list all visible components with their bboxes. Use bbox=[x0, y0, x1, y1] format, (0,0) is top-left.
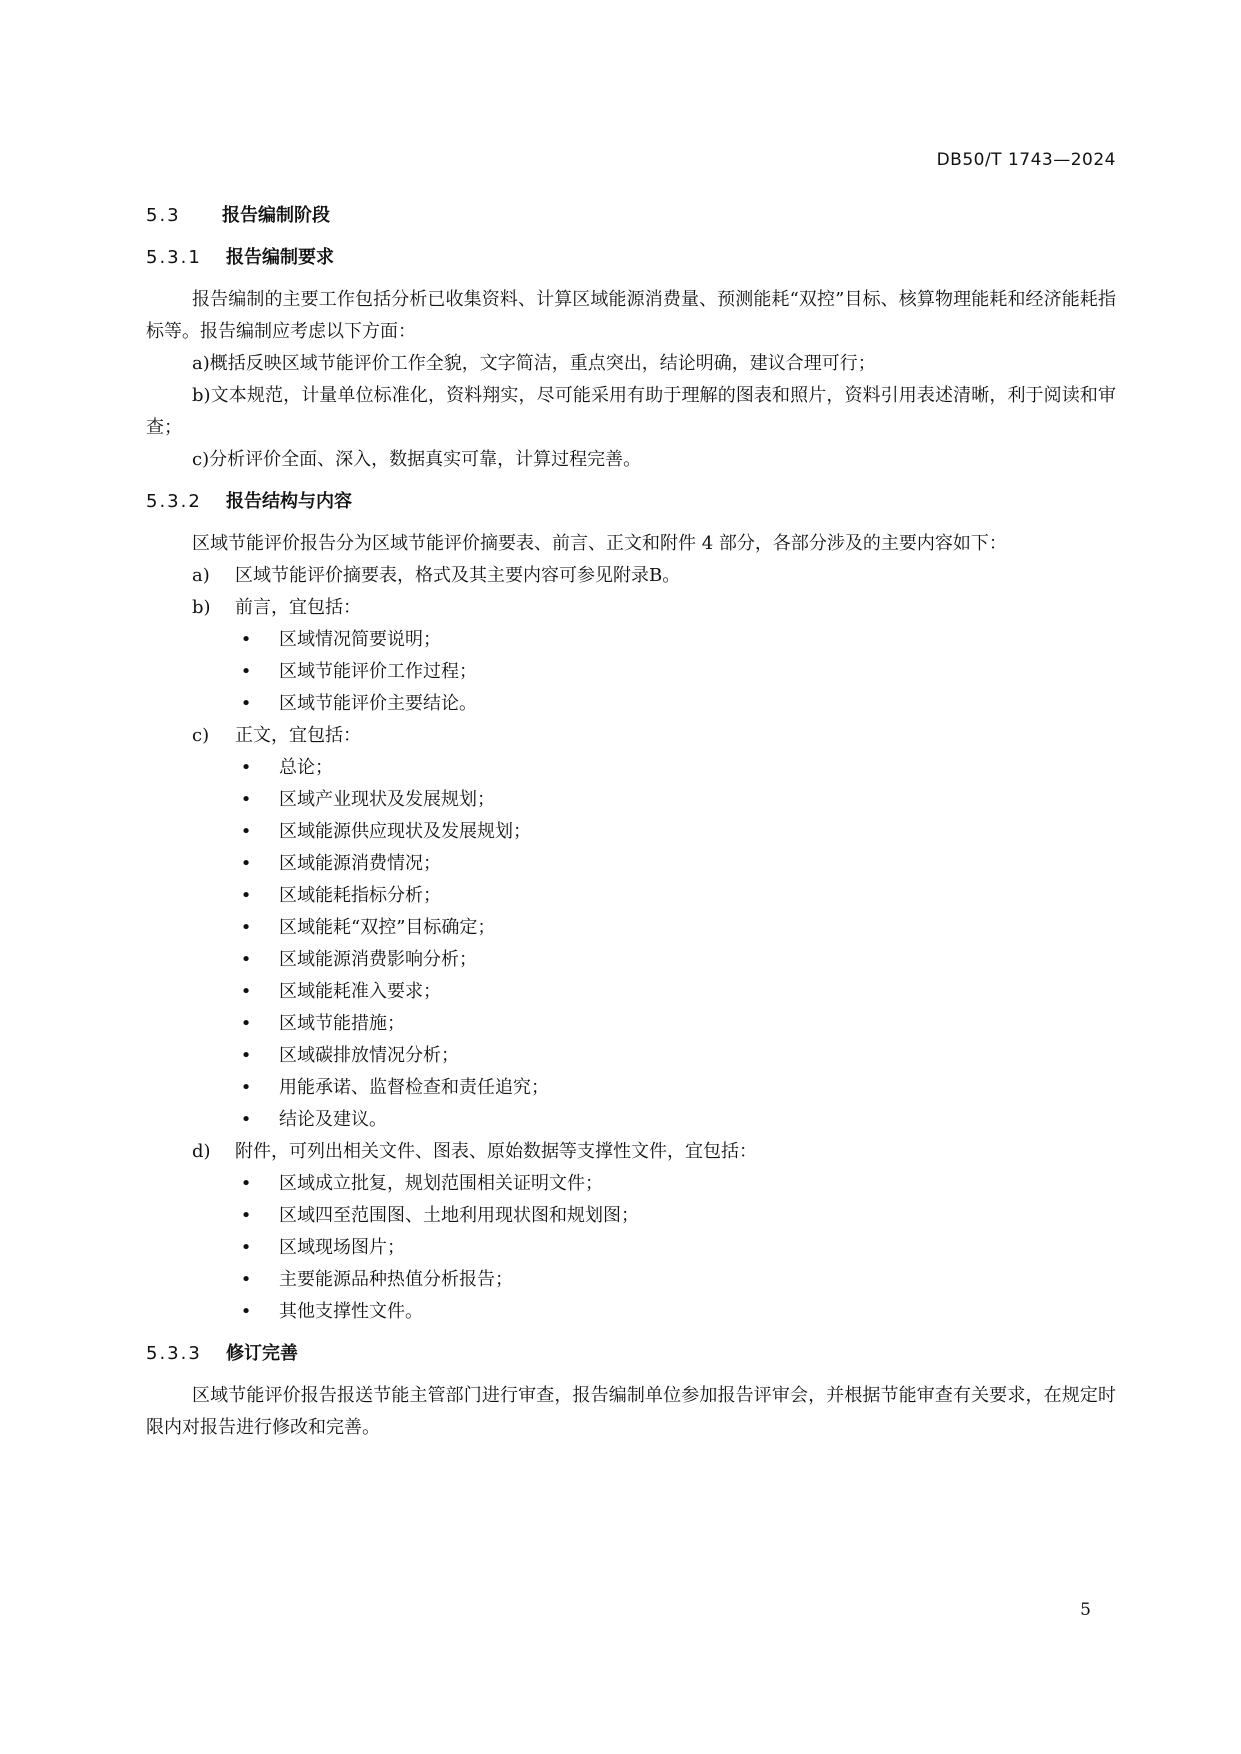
bullet-list bbox=[146, 1168, 1116, 1328]
page-content bbox=[146, 200, 1116, 1444]
bullet-item: • 区域能源供应现状及发展规划； bbox=[146, 816, 1116, 848]
section-title: 报告结构与内容 bbox=[226, 491, 352, 512]
item-marker: c) bbox=[192, 725, 210, 746]
section-number: 5.3.3 bbox=[146, 1343, 202, 1364]
item-text: 区域节能评价摘要表，格式及其主要内容可参见附录B。 bbox=[235, 565, 681, 586]
bullet-dot-icon: • bbox=[240, 1269, 252, 1290]
bullet-dot-icon: • bbox=[240, 949, 252, 970]
bullet-item: • 区域四至范围图、土地利用现状图和规划图； bbox=[146, 1200, 1116, 1232]
bullet-item: • 其他支撑性文件。 bbox=[146, 1296, 1116, 1328]
item-text: 前言，宜包括： bbox=[235, 597, 361, 618]
section-title: 报告编制要求 bbox=[226, 247, 334, 268]
item-marker: d) bbox=[192, 1141, 211, 1162]
bullet-item: • 区域节能评价主要结论。 bbox=[146, 688, 1116, 720]
bullet-dot-icon: • bbox=[240, 1109, 252, 1130]
bullet-item: • 区域成立批复，规划范围相关证明文件； bbox=[146, 1168, 1116, 1200]
bullet-dot-icon: • bbox=[240, 1077, 252, 1098]
section-number: 5.3 bbox=[146, 205, 181, 226]
bullet-item: • 区域碳排放情况分析； bbox=[146, 1040, 1116, 1072]
bullet-dot-icon: • bbox=[240, 1013, 252, 1034]
structure-list bbox=[146, 560, 1116, 1328]
bullet-dot-icon: • bbox=[240, 821, 252, 842]
bullet-dot-icon: • bbox=[240, 1301, 252, 1322]
bullet-item: • 结论及建议。 bbox=[146, 1104, 1116, 1136]
paragraph-intro: 区域节能评价报告分为区域节能评价摘要表、前言、正文和附件 4 部分，各部分涉及的主要内容如下： bbox=[192, 533, 1007, 554]
section-heading-5-3 bbox=[146, 200, 1116, 232]
section-heading-5-3-2 bbox=[146, 486, 1116, 518]
list-item bbox=[146, 592, 1116, 720]
bullet-dot-icon: • bbox=[240, 1205, 252, 1226]
section-number: 5.3.2 bbox=[146, 491, 202, 512]
bullet-dot-icon: • bbox=[240, 757, 252, 778]
requirement-item-a: a)概括反映区域节能评价工作全貌，文字简洁，重点突出，结论明确，建议合理可行； bbox=[192, 353, 876, 374]
bullet-item: • 区域现场图片； bbox=[146, 1232, 1116, 1264]
bullet-dot-icon: • bbox=[240, 853, 252, 874]
bullet-item: • 区域节能措施； bbox=[146, 1008, 1116, 1040]
section-title: 报告编制阶段 bbox=[222, 205, 330, 226]
bullet-dot-icon: • bbox=[240, 661, 252, 682]
bullet-dot-icon: • bbox=[240, 693, 252, 714]
bullet-dot-icon: • bbox=[240, 981, 252, 1002]
bullet-item: • 区域能源消费情况； bbox=[146, 848, 1116, 880]
requirement-item-b: b)文本规范，计量单位标准化，资料翔实，尽可能采用有助于理解的图表和照片，资料引用表述清晰，利于阅读和审查； bbox=[146, 385, 1116, 438]
paragraph-intro: 报告编制的主要工作包括分析已收集资料、计算区域能源消费量、预测能耗“双控”目标、核算物理能耗和经济能耗指标等。报告编制应考虑以下方面： bbox=[146, 289, 1116, 342]
list-item bbox=[146, 1136, 1116, 1328]
bullet-dot-icon: • bbox=[240, 1173, 252, 1194]
bullet-item: • 总论； bbox=[146, 752, 1116, 784]
section-title: 修订完善 bbox=[226, 1343, 298, 1364]
bullet-dot-icon: • bbox=[240, 789, 252, 810]
bullet-list bbox=[146, 752, 1116, 1136]
bullet-dot-icon: • bbox=[240, 1045, 252, 1066]
bullet-item: • 区域节能评价工作过程； bbox=[146, 656, 1116, 688]
item-text: 附件，可列出相关文件、图表、原始数据等支撑性文件，宜包括： bbox=[235, 1141, 757, 1162]
bullet-dot-icon: • bbox=[240, 1237, 252, 1258]
section-heading-5-3-3 bbox=[146, 1338, 1116, 1370]
item-marker: a) bbox=[192, 565, 210, 586]
list-item bbox=[146, 560, 1116, 592]
bullet-item: • 用能承诺、监督检查和责任追究； bbox=[146, 1072, 1116, 1104]
page-number: 5 bbox=[1080, 1600, 1091, 1620]
bullet-dot-icon: • bbox=[240, 629, 252, 650]
item-text: 正文，宜包括： bbox=[235, 725, 361, 746]
item-marker: b) bbox=[192, 597, 211, 618]
bullet-item: • 区域能耗准入要求； bbox=[146, 976, 1116, 1008]
bullet-item: • 主要能源品种热值分析报告； bbox=[146, 1264, 1116, 1296]
bullet-dot-icon: • bbox=[240, 917, 252, 938]
section-heading-5-3-1 bbox=[146, 242, 1116, 274]
bullet-item: • 区域情况简要说明； bbox=[146, 624, 1116, 656]
bullet-item: • 区域能源消费影响分析； bbox=[146, 944, 1116, 976]
bullet-item: • 区域产业现状及发展规划； bbox=[146, 784, 1116, 816]
document-code: DB50/T 1743—2024 bbox=[936, 150, 1116, 170]
paragraph-body: 区域节能评价报告报送节能主管部门进行审查，报告编制单位参加报告评审会，并根据节能审查有关要求，在规定时限内对报告进行修改和完善。 bbox=[146, 1385, 1116, 1438]
requirement-item-c: c)分析评价全面、深入，数据真实可靠，计算过程完善。 bbox=[192, 449, 642, 470]
bullet-item: • 区域能耗“双控”目标确定； bbox=[146, 912, 1116, 944]
bullet-dot-icon: • bbox=[240, 885, 252, 906]
bullet-item: • 区域能耗指标分析； bbox=[146, 880, 1116, 912]
bullet-list bbox=[146, 624, 1116, 720]
section-number: 5.3.1 bbox=[146, 247, 202, 268]
list-item bbox=[146, 720, 1116, 1136]
